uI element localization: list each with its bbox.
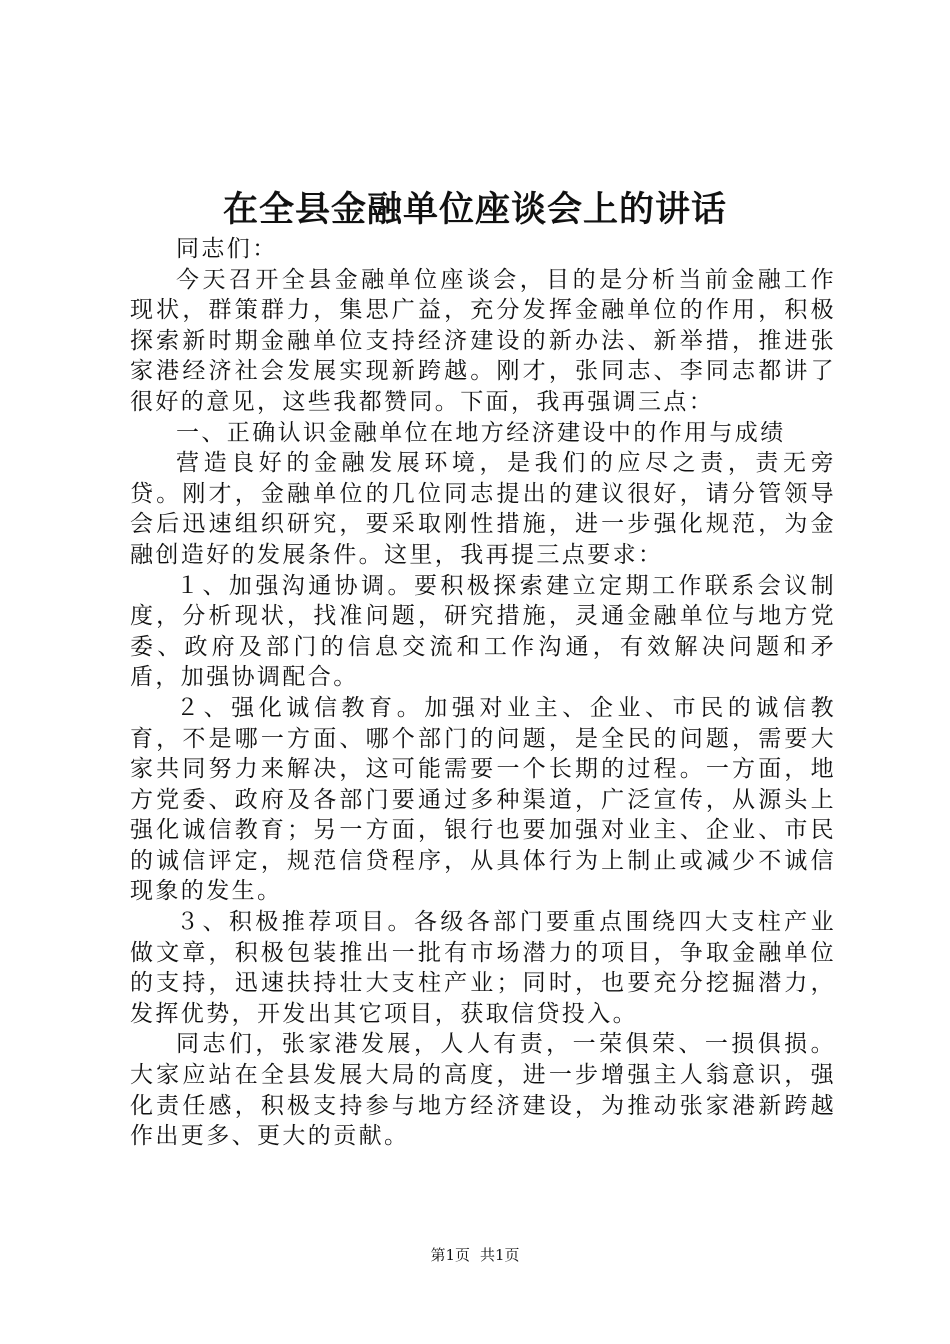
- salutation-paragraph: 同志们：: [176, 236, 278, 262]
- document-title: 在全县金融单位座谈会上的讲话: [222, 189, 727, 230]
- environment-paragraph: 营造良好的金融发展环境，是我们的应尽之责，责无旁贷。刚才，金融单位的几位同志提出的建议很好，请分管领导会后迅速组织研究，要采取刚性措施，进一步强化规范，为金融创造好的发展条件。这里，我再提三点要求：: [130, 450, 836, 568]
- point-3-paragraph: ３、积极推荐项目。各级各部门要重点围绕四大支柱产业做文章，积极包装推出一批有市场潜力的项目，争取金融单位的支持，迅速扶持壮大支柱产业；同时，也要充分挖掘潜力，发挥优势，开发出其它项目，获取信贷投入。: [130, 909, 836, 1027]
- document-body: [130, 234, 836, 1152]
- page-total: 共1页: [480, 1246, 520, 1264]
- section-heading-paragraph: 一、正确认识金融单位在地方经济建设中的作用与成绩: [176, 419, 786, 446]
- page-number: 第1页: [430, 1246, 470, 1264]
- intro-paragraph: 今天召开全县金融单位座谈会，目的是分析当前金融工作现状，群策群力，集思广益，充分发挥金融单位的作用，积极探索新时期金融单位支持经济建设的新办法、新举措，推进张家港经济社会发展实现新跨越。刚才，张同志、李同志都讲了很好的意见，这些我都赞同。下面，我再强调三点：: [130, 266, 836, 415]
- point-1-paragraph: １、加强沟通协调。要积极探索建立定期工作联系会议制度，分析现状，找准问题，研究措施，灵通金融单位与地方党委、政府及部门的信息交流和工作沟通，有效解决问题和矛盾，加强协调配合。: [130, 572, 836, 691]
- page-footer: [0, 1244, 950, 1266]
- point-2-paragraph: ２、强化诚信教育。加强对业主、企业、市民的诚信教育，不是哪一方面、哪个部门的问题，是全民的问题，需要大家共同努力来解决，这可能需要一个长期的过程。一方面，地方党委、政府及各部门要通过多种渠道，广泛宣传，从源头上强化诚信教育；另一方面，银行也要加强对业主、企业、市民的诚信评定，规范信贷程序，从具体行为上制止或减少不诚信现象的发生。: [130, 694, 836, 905]
- closing-paragraph: 同志们，张家港发展，人人有责，一荣俱荣、一损俱损。大家应站在全县发展大局的高度，进一步增强主人翁意识，强化责任感，积极支持参与地方经济建设，为推动张家港新跨越作出更多、更大的贡献。: [130, 1031, 836, 1150]
